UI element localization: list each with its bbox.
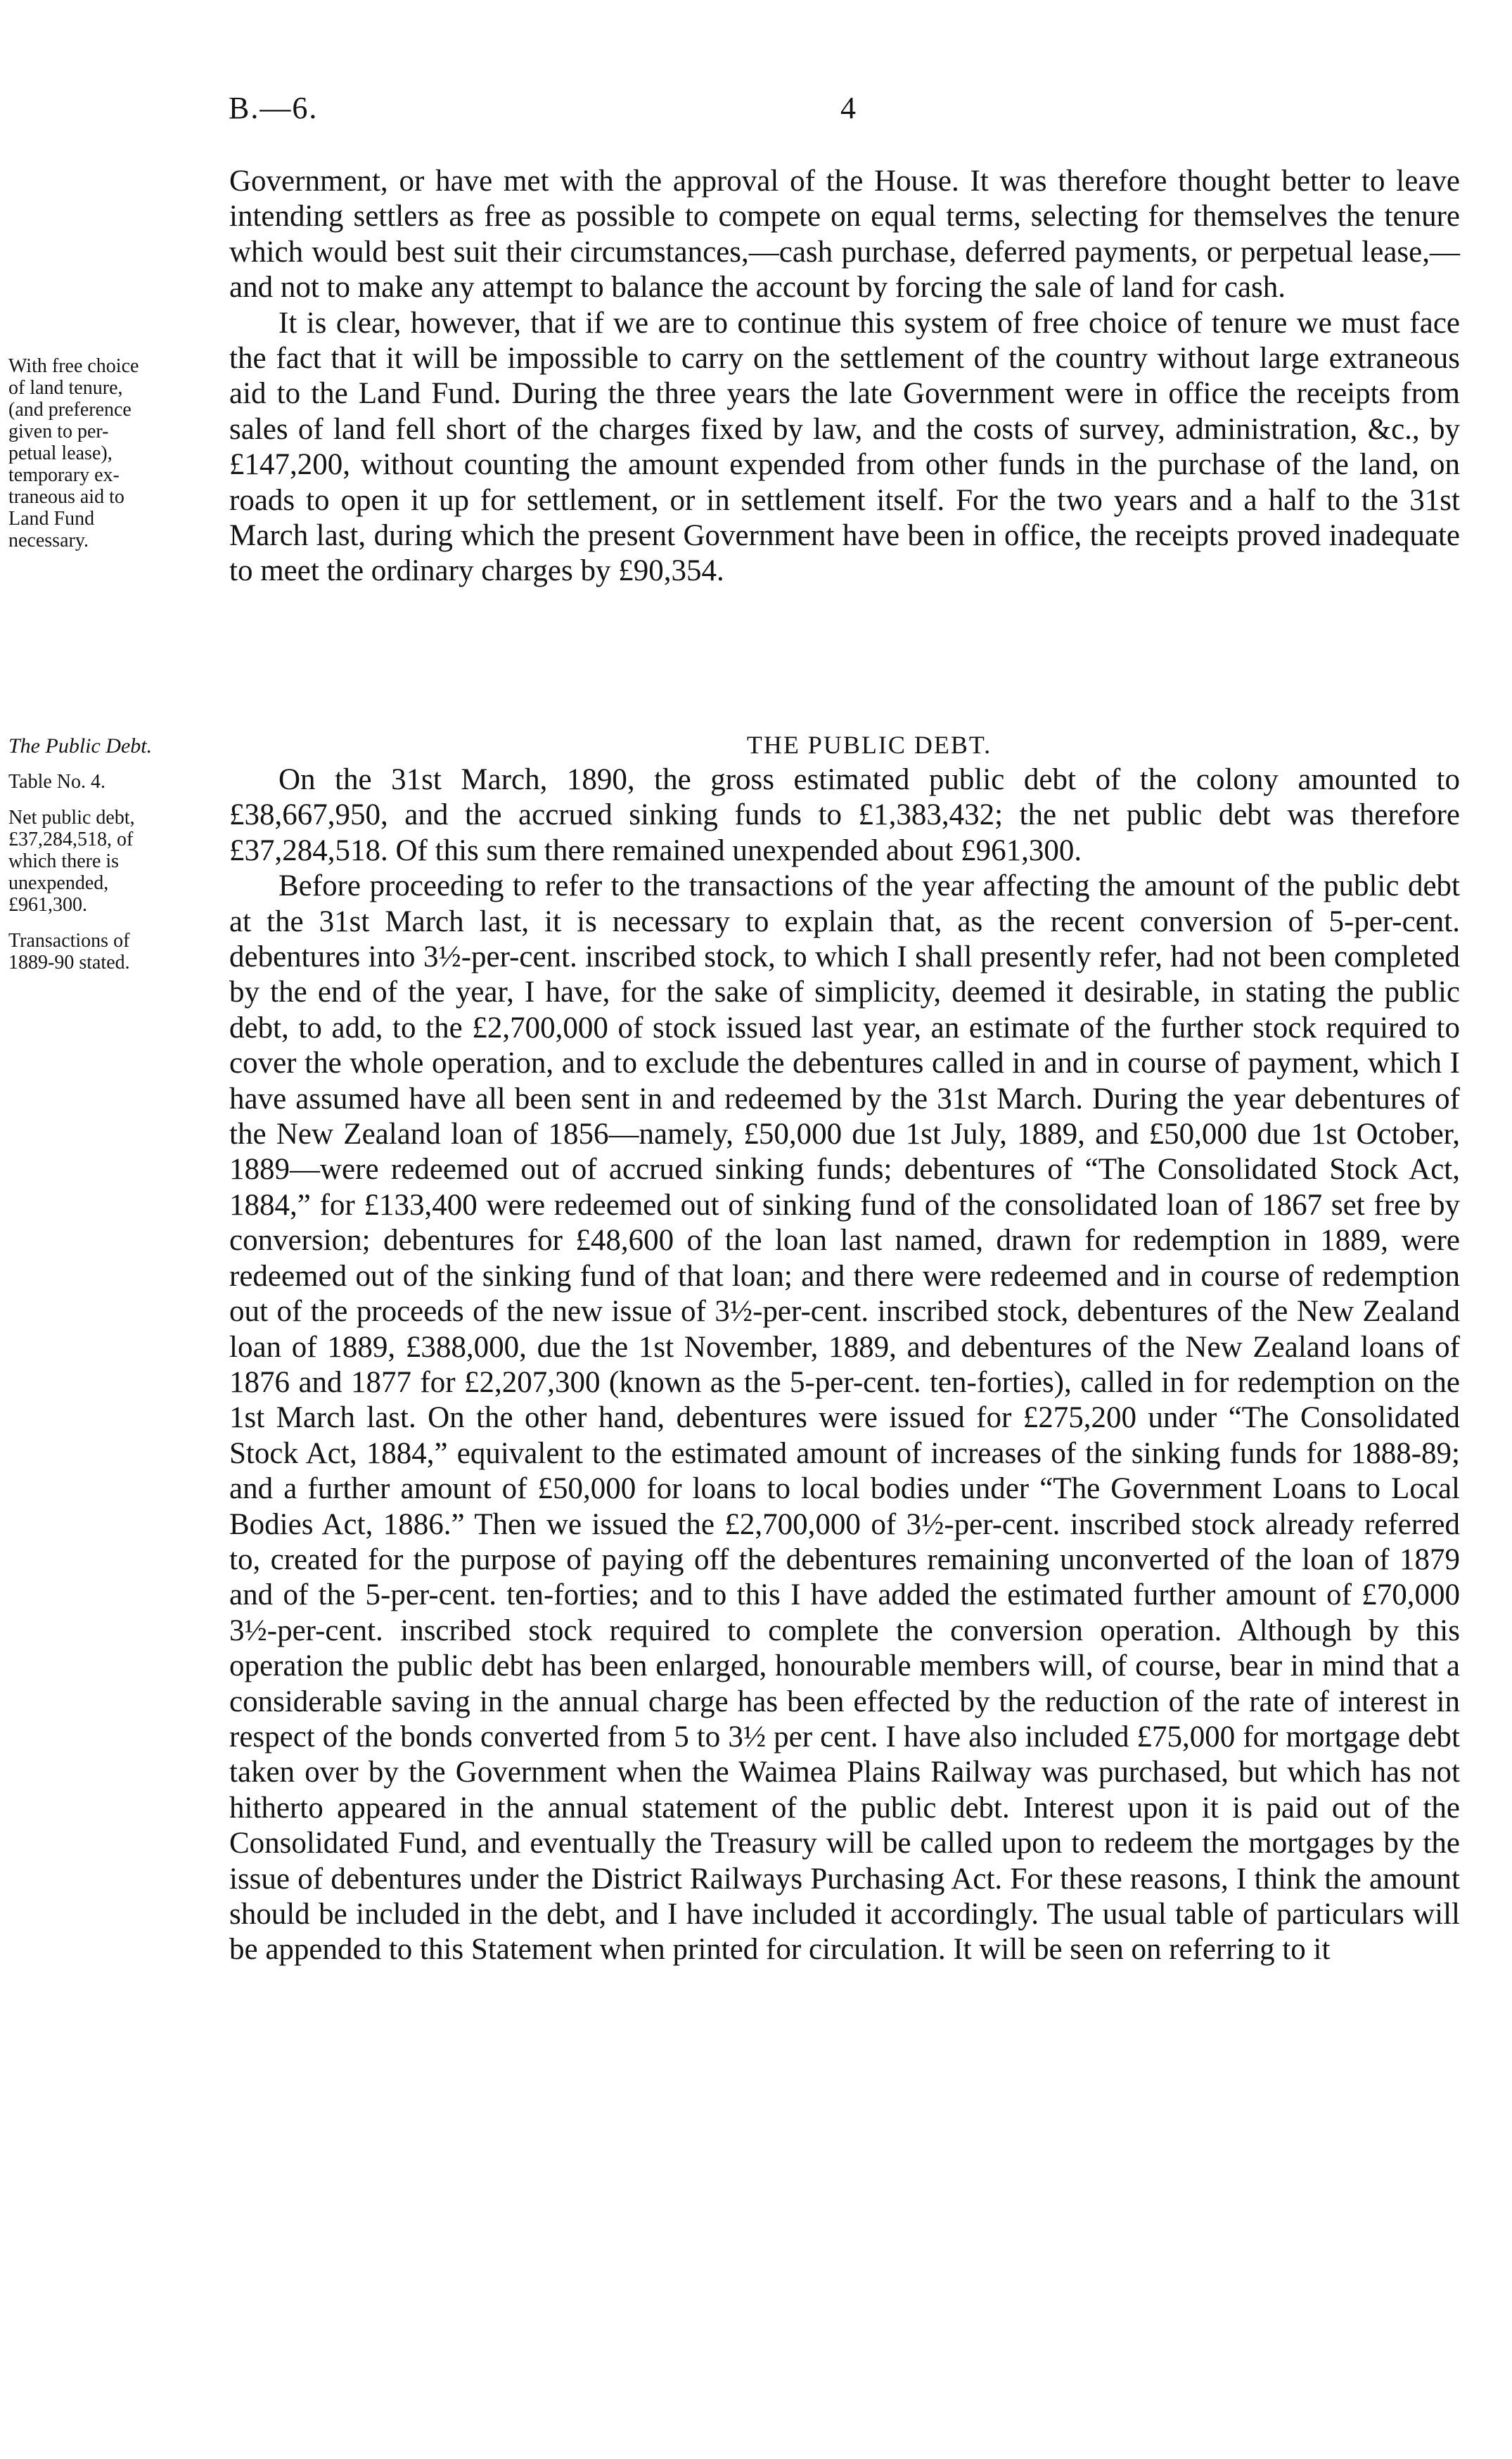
margin-note-free-choice	[8, 355, 209, 551]
margin-note-line: necessary.	[8, 530, 89, 551]
section-land-tenure	[229, 164, 1460, 589]
paragraph: Government, or have met with the approval of the House. It was therefore thought better to leave intending settlers as free as possible to compete on equal terms, selecting for themselves the tenure which would best suit their circumstances,—cash purchase, deferred payments, or perpetual lease,—and not to make any attempt to balance the account by forcing the sale of land for cash.	[229, 165, 1460, 305]
paragraph: It is clear, however, that if we are to continue this system of free choice of tenure we must face the fact that it will be impossible to carry on the settlement of the country without large extraneous aid to the Land Fund. During the three years the late Government were in office the receipts from sales of land fell short of the charges fixed by law, and the costs of survey, administration, &c., by £147,200, without counting the amount expended from other funds in the purchase of the land, on roads to open it up for settlement, or in settlement itself. For the two years and a half to the 31st March last, during which the present Government have been in office, the receipts proved inadequate to meet the ordinary charges by £90,354.	[229, 306, 1460, 588]
document-code: B.—6.	[229, 91, 319, 125]
paragraph: Before proceeding to refer to the transactions of the year affecting the amount of the public debt at the 31st March last, it is necessary to explain that, as the recent conversion of 5-per-cent. debentures into 3½-per-cent. inscribed stock, to which I shall presently refer, had not been completed by the end of the year, I have, for the sake of simplicity, deemed it desirable, in stating the public debt, to add, to the £2,700,000 of stock issued last year, an estimate of the further stock required to cover the whole operation, and to exclude the debentures called in and in course of payment, which I have assumed have all been sent in and redeemed by the 31st March. During the year debentures of the New Zealand loan of 1856—namely, £50,000 due 1st July, 1889, and £50,000 due 1st October, 1889—were redeemed out of accrued sinking funds; debentures of “The Consolidated Stock Act, 1884,” for £133,400 were redeemed out of sinking fund of the consolidated loan of 1867 set free by conversion; debentures for £48,600 of the loan last named, drawn for redemption in 1889, were redeemed out of the sinking fund of that loan; and there were redeemed and in course of redemption out of the proceeds of the new issue of 3½-per-cent. inscribed stock, debentures of the New Zealand loan of 1889, £388,000, due the 1st November, 1889, and debentures of the New Zealand loans of 1876 and 1877 for £2,207,300 (known as the 5-per-cent. ten-forties), called in for redemption on the 1st March last. On the other hand, debentures were issued for £275,200 under “The Consolidated Stock Act, 1884,” equivalent to the estimated amount of increases of the sinking funds for 1888-89; and a further amount of £50,000 for loans to local bodies under “The Government Loans to Local Bodies Act, 1886.” Then we issued the £2,700,000 of 3½-per-cent. inscribed stock already referred to, created for the purpose of paying off the debentures remaining unconverted of the loan of 1879 and of the 5-per-cent. ten-forties; and to this I have added the estimated further amount of £70,000 3½-per-cent. inscribed stock required to complete the conversion operation. Although by this operation the public debt has been enlarged, honourable members will, of course, bear in mind that a considerable saving in the annual charge has been effected by the reduction of the rate of interest in respect of the bonds converted from 5 to 3½ per cent. I have also included £75,000 for mortgage debt taken over by the Government when the Waimea Plains Railway was purchased, but which has not hitherto appeared in the annual statement of the public debt. Interest upon it is paid out of the Consolidated Fund, and eventually the Treasury will be called upon to redeem the mortgages by the issue of debentures under the District Railways Purchasing Act. For these reasons, I think the amount should be included in the debt, and I have included it accordingly. The usual table of particulars will be appended to this Statement when printed for circulation. It will be seen on referring to it	[229, 869, 1460, 1967]
margin-note-line: 1889-90 stated.	[8, 952, 130, 973]
page-number: 4	[840, 91, 856, 125]
margin-note-line: £961,300.	[8, 894, 87, 916]
margin-note-public-debt: The Public Debt.	[8, 734, 153, 758]
margin-note-line: Net public debt,	[8, 807, 135, 829]
section-public-debt	[229, 727, 1460, 1968]
margin-note-line: petual lease),	[8, 442, 113, 464]
margin-note-table-ref: Table No. 4.	[8, 771, 106, 793]
margin-note-line: Land Fund	[8, 508, 95, 530]
margin-note-line: unexpended,	[8, 872, 109, 894]
margin-note-line: temporary ex-	[8, 464, 120, 486]
margin-note-line: With free choice	[8, 355, 139, 377]
margin-note-line: (and preference	[8, 399, 132, 421]
margin-note-line: traneous aid to	[8, 486, 124, 508]
margin-note-line: Transactions of	[8, 930, 130, 952]
page-header	[229, 90, 856, 132]
margin-note-line: given to per-	[8, 421, 109, 442]
margin-note-line: which there is	[8, 850, 120, 872]
margin-note-line: of land tenure,	[8, 377, 123, 399]
section-heading: THE PUBLIC DEBT.	[746, 731, 992, 759]
paragraph: On the 31st March, 1890, the gross estimated public debt of the colony amounted to £38,667,950, and the accrued sinking funds to £1,383,432; the net public debt was therefore £37,284,518. Of this sum there remained unexpended about £961,300.	[229, 763, 1460, 867]
margin-note-net-debt	[8, 807, 209, 973]
margin-note-line: £37,284,518, of	[8, 829, 134, 850]
